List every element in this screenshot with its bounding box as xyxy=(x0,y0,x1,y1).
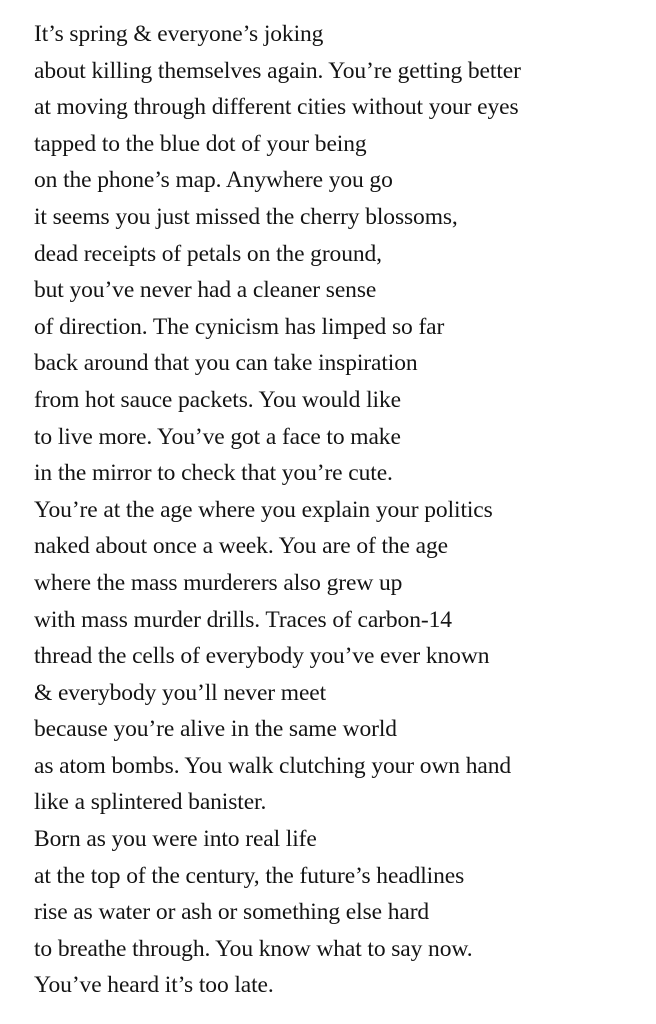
poem-line: in the mirror to check that you’re cute. xyxy=(34,460,393,487)
poem-line: because you’re alive in the same world xyxy=(34,716,397,743)
poem-line: with mass murder drills. Traces of carbon-14 xyxy=(34,606,452,633)
poem-line: of direction. The cynicism has limped so far xyxy=(34,313,445,340)
poem-line: on the phone’s map. Anywhere you go xyxy=(34,167,393,194)
poem-line: & everybody you’ll never meet xyxy=(34,679,327,706)
poem-line: thread the cells of everybody you’ve ever known xyxy=(34,643,490,670)
poem-line: You’re at the age where you explain your politics xyxy=(34,496,493,523)
poem-line: dead receipts of petals on the ground, xyxy=(34,240,382,267)
poem-line: It’s spring & everyone’s joking xyxy=(34,21,324,47)
poem-line: from hot sauce packets. You would like xyxy=(34,386,401,413)
poem-line: tapped to the blue dot of your being xyxy=(34,130,367,157)
poem-line: about killing themselves again. You’re getting better xyxy=(34,57,521,84)
poem-line: at the top of the century, the future’s headlines xyxy=(34,862,465,889)
poem-line: You’ve heard it’s too late. xyxy=(34,972,274,999)
poem-line: but you’ve never had a cleaner sense xyxy=(34,277,377,304)
poem-line: naked about once a week. You are of the age xyxy=(34,533,448,560)
poem-text xyxy=(34,16,644,1004)
poem-line: where the mass murderers also grew up xyxy=(34,569,403,596)
poem-line: as atom bombs. You walk clutching your own hand xyxy=(34,752,512,779)
poem-line: rise as water or ash or something else hard xyxy=(34,899,430,926)
poem-line: Born as you were into real life xyxy=(34,826,317,853)
poem-line: like a splintered banister. xyxy=(34,789,267,816)
poem-line: to breathe through. You know what to say now. xyxy=(34,935,473,962)
poem-line: back around that you can take inspiration xyxy=(34,350,418,377)
poem-line: at moving through different cities without your eyes xyxy=(34,94,519,121)
poem-line: to live more. You’ve got a face to make xyxy=(34,423,401,450)
poem-line: it seems you just missed the cherry blossoms, xyxy=(34,203,458,230)
